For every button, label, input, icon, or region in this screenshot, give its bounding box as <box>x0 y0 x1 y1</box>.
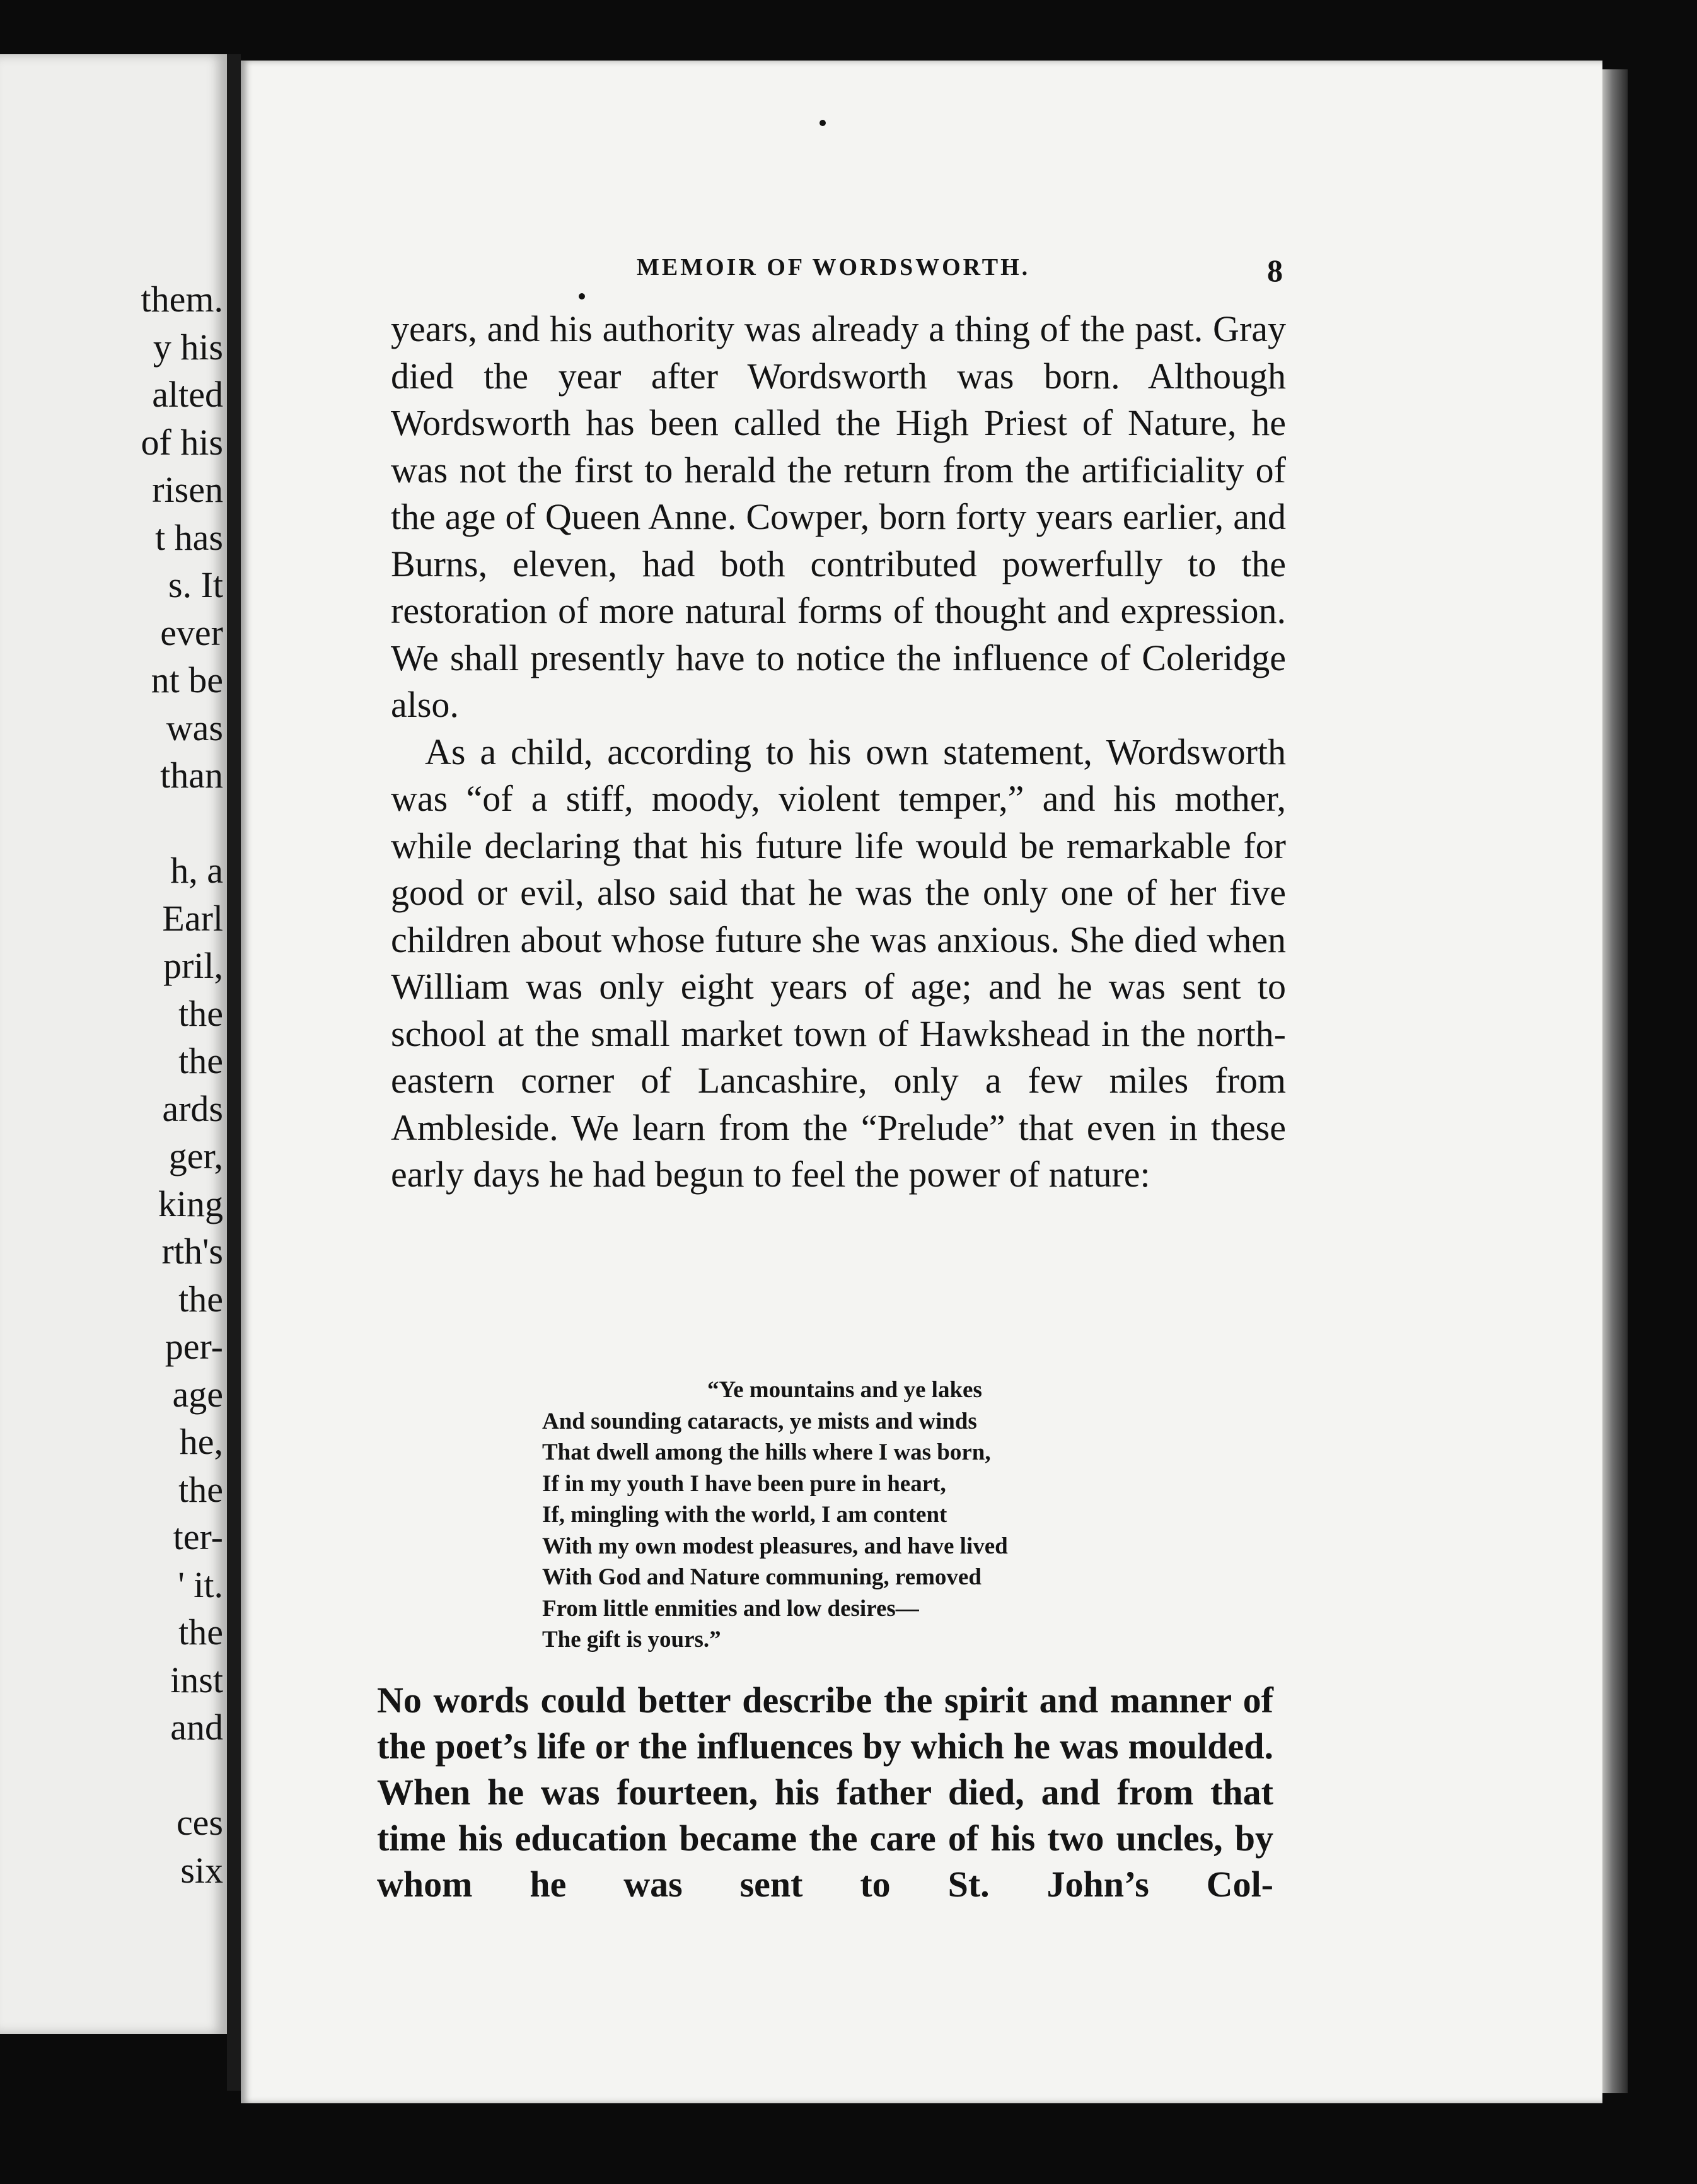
verse-line: With God and Nature communing, removed <box>542 1564 982 1590</box>
facing-page-fragment: rth's <box>161 1231 223 1272</box>
facing-page-fragment: the <box>178 1468 223 1510</box>
facing-page-fragment: the <box>178 1612 223 1653</box>
verse-line: With my own modest pleasures, and have lived <box>542 1533 1008 1559</box>
facing-page-fragment: age <box>172 1373 223 1415</box>
ink-speck <box>579 293 585 299</box>
facing-page-fragment: s. It <box>168 564 223 605</box>
facing-page-fragment: the <box>178 992 223 1034</box>
facing-page-fragment: the <box>178 1040 223 1081</box>
facing-page-fragment: h, a <box>170 850 223 891</box>
verse-line: If, mingling with the world, I am content <box>542 1502 947 1528</box>
facing-page-fragment: ards <box>162 1088 223 1129</box>
facing-page-fragment: ever <box>160 612 223 653</box>
facing-page <box>0 54 227 2034</box>
facing-page-fragment: king <box>158 1183 223 1224</box>
facing-page-fragment: and <box>170 1707 223 1748</box>
facing-page-fragment: risen <box>152 469 223 510</box>
paragraph: No words could better describe the spirit and manner of the poet’s life or the influences by which he was moulded. When he was fourteen, his father died, and from that time his education became the care of his two uncles, by whom he was sent to St. John’s Col- <box>377 1680 1273 1905</box>
page-number: 8 <box>1267 253 1283 288</box>
page-edge <box>1602 69 1628 2093</box>
facing-page-fragment: t has <box>155 516 223 558</box>
body-text <box>391 306 1286 1199</box>
facing-page-fragment: ger, <box>168 1136 223 1176</box>
facing-page-fragment: per- <box>165 1326 223 1367</box>
ink-speck <box>820 120 826 126</box>
verse-line: That dwell among the hills where I was born, <box>542 1439 991 1465</box>
facing-page-fragment: alted <box>152 374 223 415</box>
facing-page-fragment: Earl <box>162 897 223 939</box>
facing-page-fragment: of his <box>141 421 223 463</box>
running-title: MEMOIR OF WORDSWORTH. <box>637 254 1031 281</box>
verse-line: And sounding cataracts, ye mists and winds <box>542 1408 977 1434</box>
facing-page-fragment: six <box>180 1849 223 1891</box>
verse-line: The gift is yours.” <box>542 1627 721 1653</box>
verse-line: “Ye mountains and ye lakes <box>707 1377 982 1403</box>
facing-page-fragment: them. <box>141 279 223 320</box>
book-gutter <box>227 54 241 2091</box>
facing-page-fragment: y his <box>153 326 223 368</box>
facing-page-fragment: ces <box>176 1802 223 1843</box>
verse-quotation <box>542 1374 1160 1656</box>
body-text-continued <box>377 1677 1273 1907</box>
facing-page-fragment: he, <box>179 1421 223 1462</box>
verse-line: If in my youth I have been pure in heart, <box>542 1470 946 1497</box>
paragraph: As a child, according to his own statement, Wordsworth was “of a stiff, moody, violent temper,” and his mother, while declaring that his future life would be remarkable for good or evil, also said that he was the only one of her five children about whose future she was anxious. She died when William was only eight years of age; and he was sent to school at the small market town of Hawkshead in the north-eastern corner of Lancashire, only a few miles from Ambleside. We learn from the “Prelude” that even in these early days he had begun to feel the power of nature: <box>391 731 1286 1195</box>
facing-page-fragment: the <box>178 1278 223 1320</box>
facing-page-fragment: ter- <box>173 1516 223 1557</box>
facing-page-fragment: ' it. <box>178 1564 223 1605</box>
verse-line: From little enmities and low desires— <box>542 1595 919 1622</box>
facing-page-fragment: pril, <box>163 945 223 986</box>
paragraph: years, and his authority was already a thing of the past. Gray died the year after Wordsworth was born. Although Wordsworth has been called the High Priest of Nature, he was not the first to herald the return from the artificiality of the age of Queen Anne. Cowper, born forty years earlier, and Burns, eleven, had both contributed powerfully to the restoration of more natural forms of thought and expression. We shall presently have to notice the influence of Coleridge also. <box>391 308 1286 725</box>
facing-page-fragment: inst <box>170 1659 223 1700</box>
facing-page-fragment: was <box>166 707 223 748</box>
facing-page-fragment: than <box>160 755 223 796</box>
facing-page-fragment: nt be <box>151 659 223 700</box>
